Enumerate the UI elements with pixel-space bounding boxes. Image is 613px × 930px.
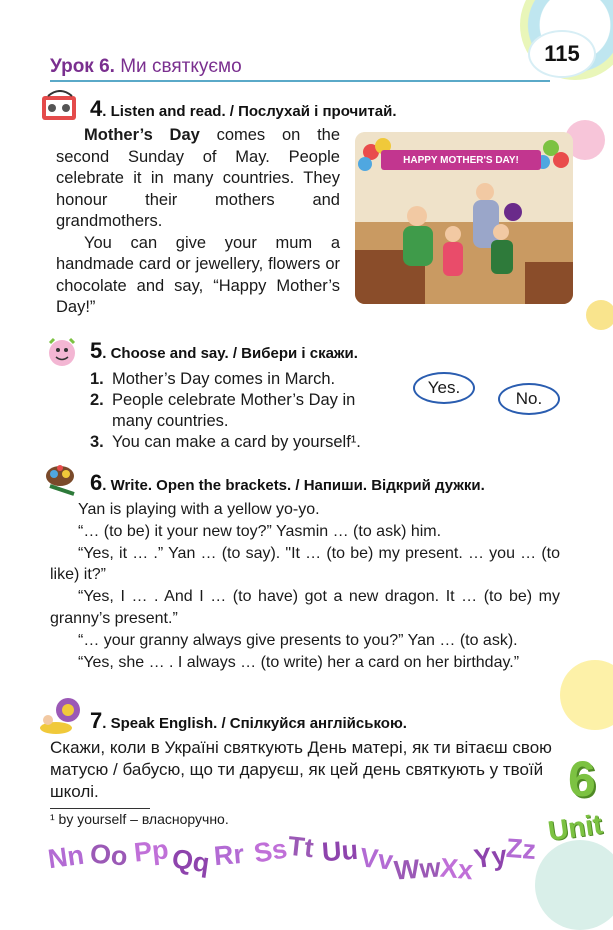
alphabet-letter: Rr	[212, 838, 246, 872]
alphabet-letter: Nn	[46, 839, 86, 875]
listen-read-icon	[40, 90, 80, 124]
alphabet-letter: Ww	[392, 852, 442, 886]
page-number: 115	[528, 30, 596, 78]
decor-bubble	[586, 300, 613, 330]
mothers-day-illustration	[355, 132, 573, 304]
ex5-heading	[90, 338, 358, 364]
list-item: 1. Mother’s Day comes in March.	[90, 370, 336, 388]
lesson-label: Урок 6.	[50, 56, 115, 77]
ex4-para1: comes on the second Sunday of May. People celebrate it in many countries. They honour their mothers and grandmothers.	[56, 126, 340, 230]
header-rule	[50, 80, 550, 82]
alphabet-letter: Vv	[358, 842, 395, 876]
ex6-line: “… (to be) it your new toy?” Yasmin … (to ask) him.	[78, 522, 442, 540]
lesson-title	[50, 56, 242, 78]
decor-bubble	[560, 660, 613, 730]
ex5-instruction: . Choose and say. / Вибери і скажи.	[102, 345, 358, 362]
alphabet-letter: Qq	[170, 843, 212, 879]
ex6-text	[50, 499, 560, 673]
ex4-instruction: . Listen and read. / Послухай і прочитай.	[102, 103, 397, 120]
list-item: 2. People celebrate Mother’s Day in many countries.	[90, 391, 356, 430]
ex6-line: “Yes, she … . I always … (to write) her a card on her birthday.”	[78, 653, 520, 671]
ex6-line: “Yes, it … .” Yan … (to say). "It … (to be) my present. … you … (to like) it?”	[50, 544, 560, 584]
alphabet-letter: Ss	[251, 833, 290, 869]
alphabet-letter: Oo	[88, 838, 129, 872]
ex5-list	[90, 369, 400, 453]
ex5-number: 5	[90, 338, 103, 363]
alphabet-letter: Tt	[286, 830, 316, 864]
ex6-line: “Yes, I … . And I … (to have) got a new dragon. It … (to be) my granny’s present.”	[50, 588, 560, 627]
ex7-heading	[90, 708, 407, 734]
unit-label: Unit	[546, 808, 605, 847]
list-item: 3. You can make a card by yourself¹.	[90, 433, 361, 451]
ex6-line: “… your granny always give presents to you?” Yan … (to ask).	[78, 631, 518, 649]
yes-bubble: Yes.	[413, 372, 475, 404]
lesson-name: Ми святкуємо	[114, 56, 242, 77]
speak-icon	[38, 694, 84, 736]
ex4-heading	[90, 96, 397, 122]
unit-number: 6	[568, 751, 596, 807]
alphabet-letter: Uu	[320, 834, 359, 868]
footnote-definition: – власноручно.	[126, 811, 229, 827]
alphabet-band	[48, 832, 548, 896]
alphabet-letter: Yy	[472, 839, 509, 875]
write-icon	[40, 460, 84, 500]
ex7-instruction: . Speak English. / Спілкуйся англійською.	[102, 715, 407, 732]
ex6-heading	[90, 470, 485, 496]
ex4-para2: You can give your mum a handmade card or jewellery, flowers or chocolate and say, “Happy Mother’s Day!”	[56, 233, 340, 316]
ex7-number: 7	[90, 708, 103, 733]
alphabet-letter: Zz	[505, 832, 538, 866]
ex6-number: 6	[90, 470, 103, 495]
footnote-rule	[50, 808, 150, 809]
ex4-title: Mother’s Day	[84, 126, 200, 144]
ex6-line: Yan is playing with a yellow yo-yo.	[78, 501, 320, 518]
alphabet-letter: Pp	[132, 834, 170, 868]
ex7-text: Скажи, коли в Україні святкують День матері, як ти вітаєш свою матусю / бабусю, що ти даруєш, як цей день святкують у твоїй школі.	[50, 738, 552, 801]
no-bubble: No.	[498, 383, 560, 415]
happy-mothers-day-banner: HAPPY MOTHER'S DAY!	[381, 150, 541, 170]
ex4-number: 4	[90, 96, 103, 121]
footnote	[50, 811, 229, 827]
choose-say-icon	[44, 335, 80, 371]
ex6-instruction: . Write. Open the brackets. / Напиши. Відкрий дужки.	[102, 477, 485, 494]
ex4-text	[56, 125, 340, 319]
alphabet-letter: Xx	[438, 852, 475, 886]
footnote-term: ¹ by yourself	[50, 811, 127, 827]
